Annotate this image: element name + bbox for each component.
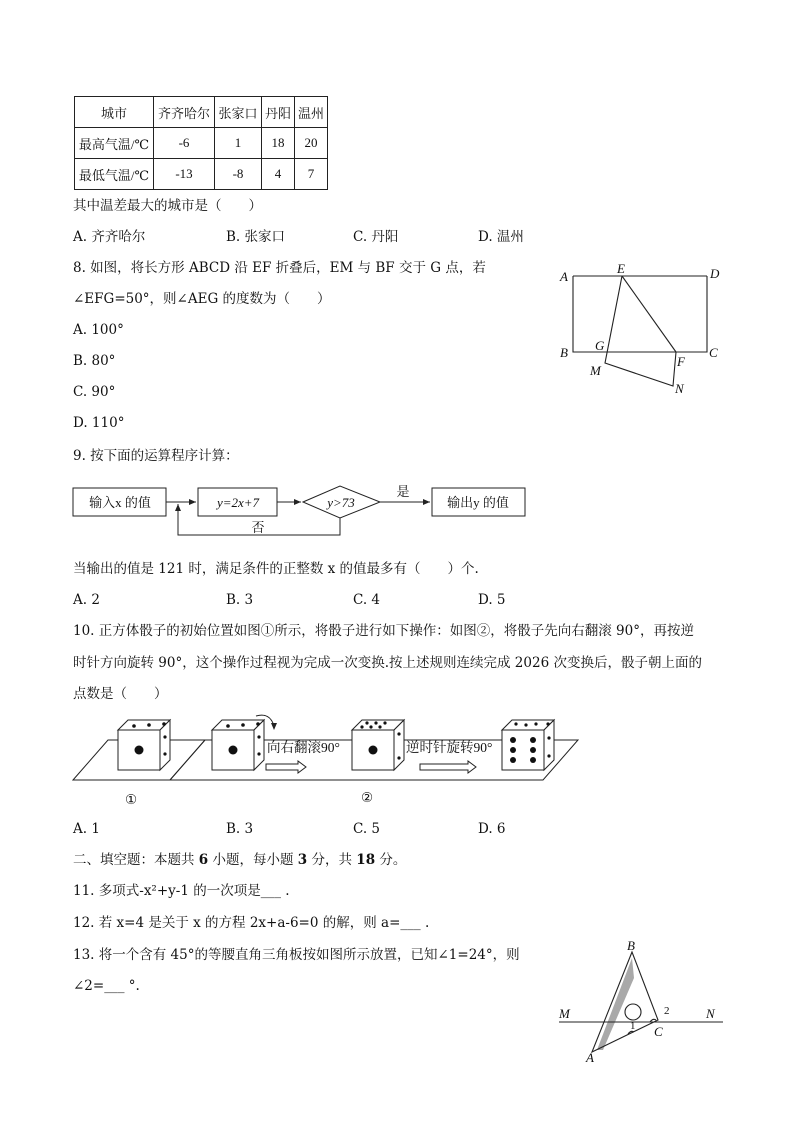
q8-label-n: N xyxy=(675,381,684,396)
q11-text: 11. 多项式-x²+y-1 的一次项是___ . xyxy=(73,883,290,899)
section-2-score: 3 xyxy=(297,852,308,868)
rotate-label: 逆时针旋转90° xyxy=(406,740,493,755)
table-row xyxy=(75,159,328,190)
section-2-mid2: 分，共 xyxy=(307,852,357,868)
flow-formula-label: y=2x+7 xyxy=(216,495,260,510)
q10-line2: 时针方向旋转 90°，这个操作过程视为完成一次变换.按上述规则连续完成 2026 次变换后，骰子朝上面的 xyxy=(73,655,702,671)
roll-label: 向右翻滚90° xyxy=(267,740,340,755)
triangle-hole xyxy=(625,1004,641,1020)
section-2-total: 18 xyxy=(356,852,376,868)
section-2-prefix: 二、填空题：本题共 xyxy=(73,852,199,868)
die-3 xyxy=(352,720,404,770)
q8-rectangle-right xyxy=(676,276,707,352)
table-header-cell: 张家口 xyxy=(215,97,262,128)
q13-label-b: B xyxy=(627,938,635,953)
section-2-heading xyxy=(73,851,406,869)
q13-label-n: N xyxy=(706,1006,715,1021)
q8-option-d: D. 110° xyxy=(73,415,125,431)
flow-input-label: 输入x 的值 xyxy=(89,495,151,510)
flow-yes-label: 是 xyxy=(396,484,410,499)
q8-line2: ∠EFG=50°，则∠AEG 的度数为（ ） xyxy=(73,291,331,307)
q7-option-a: A. 齐齐哈尔 xyxy=(73,229,146,245)
section-2-count: 6 xyxy=(198,852,209,868)
q8-label-b: B xyxy=(560,345,568,360)
q13-triangle-figure xyxy=(555,940,735,1070)
table-cell: 最低气温/℃ xyxy=(75,159,154,190)
q7-option-b: B. 张家口 xyxy=(226,229,286,245)
q8-label-m: M xyxy=(590,363,601,378)
table-cell: -6 xyxy=(154,128,215,159)
q10-line1: 10. 正方体骰子的初始位置如图①所示，将骰子进行如下操作：如图②，将骰子先向右翻滚 90°，再按逆 xyxy=(73,623,694,639)
figure-2-label: ② xyxy=(361,790,374,805)
q8-fold-line-ef xyxy=(622,276,676,352)
table-cell: 1 xyxy=(215,128,262,159)
ruler-edge-shade xyxy=(597,958,634,1050)
q10-option-b: B. 3 xyxy=(226,821,254,837)
figure-1-label: ① xyxy=(125,792,138,807)
table-cell: -13 xyxy=(154,159,215,190)
flow-condition-label: y>73 xyxy=(327,495,355,510)
q8-line1: 8. 如图，将长方形 ABCD 沿 EF 折叠后，EM 与 BF 交于 G 点，若 xyxy=(73,260,486,276)
q8-fold-figure xyxy=(555,262,735,400)
table-row xyxy=(75,128,328,159)
q13-label-m: M xyxy=(559,1006,570,1021)
q8-option-a: A. 100° xyxy=(73,322,124,338)
section-2-suffix: 分。 xyxy=(375,852,407,868)
triangle-abc xyxy=(592,952,658,1052)
table-header-cell: 温州 xyxy=(295,97,328,128)
q13-line1: 13. 将一个含有 45°的等腰直角三角板按如图所示放置，已知∠1=24°，则 xyxy=(73,947,520,963)
q8-option-b: B. 80° xyxy=(73,353,116,369)
q10-dice-figure xyxy=(70,712,580,812)
table-header-cell: 丹阳 xyxy=(262,97,295,128)
q9-option-c: C. 4 xyxy=(353,592,381,608)
table-cell: 18 xyxy=(262,128,295,159)
table-header-row xyxy=(75,97,328,128)
q8-option-c: C. 90° xyxy=(73,384,116,400)
q10-option-c: C. 5 xyxy=(353,821,381,837)
table-header-cell: 城市 xyxy=(75,97,154,128)
section-2-mid1: 小题，每小题 xyxy=(208,852,298,868)
q13-label-a: A xyxy=(586,1050,594,1065)
roll-arrow-icon xyxy=(266,761,306,773)
q12-text: 12. 若 x=4 是关于 x 的方程 2x+a-6=0 的解，则 a=___ . xyxy=(73,915,430,931)
q10-option-d: D. 6 xyxy=(478,821,506,837)
die-1 xyxy=(118,720,170,770)
q10-line3: 点数是（ ） xyxy=(73,686,168,702)
q8-label-c: C xyxy=(709,345,718,360)
q7-option-d: D. 温州 xyxy=(478,229,524,245)
flow-output-label: 输出y 的值 xyxy=(447,495,509,510)
q10-option-a: A. 1 xyxy=(73,821,100,837)
q9-flowchart xyxy=(70,480,530,542)
die-4 xyxy=(502,720,554,770)
q13-angle-1: 1 xyxy=(630,1020,636,1032)
q9-option-d: D. 5 xyxy=(478,592,506,608)
q8-label-a: A xyxy=(560,269,568,284)
table-cell: -8 xyxy=(215,159,262,190)
q9-intro: 9. 按下面的运算程序计算： xyxy=(73,448,239,464)
q8-label-d: D xyxy=(710,266,720,281)
q8-label-f: F xyxy=(677,354,685,369)
rotate-arrow-icon xyxy=(420,761,476,773)
q7-option-c: C. 丹阳 xyxy=(353,229,399,245)
table-header-cell: 齐齐哈尔 xyxy=(154,97,215,128)
table-cell: 7 xyxy=(295,159,328,190)
q9-text: 当输出的值是 121 时，满足条件的正整数 x 的值最多有（ ）个. xyxy=(73,561,479,577)
q7-text: 其中温差最大的城市是（ ） xyxy=(73,198,262,214)
flow-no-label: 否 xyxy=(251,520,265,535)
q9-option-a: A. 2 xyxy=(73,592,100,608)
q8-folded-flap xyxy=(605,276,676,386)
q13-label-c: C xyxy=(654,1024,663,1039)
q13-angle-2: 2 xyxy=(664,1005,670,1017)
table-cell: 20 xyxy=(295,128,328,159)
table-cell: 最高气温/℃ xyxy=(75,128,154,159)
q13-line2: ∠2=___ °. xyxy=(73,978,140,994)
table-cell: 4 xyxy=(262,159,295,190)
q8-label-g: G xyxy=(595,338,605,353)
q8-label-e: E xyxy=(617,261,625,276)
q9-option-b: B. 3 xyxy=(226,592,254,608)
temperature-table xyxy=(74,96,328,190)
